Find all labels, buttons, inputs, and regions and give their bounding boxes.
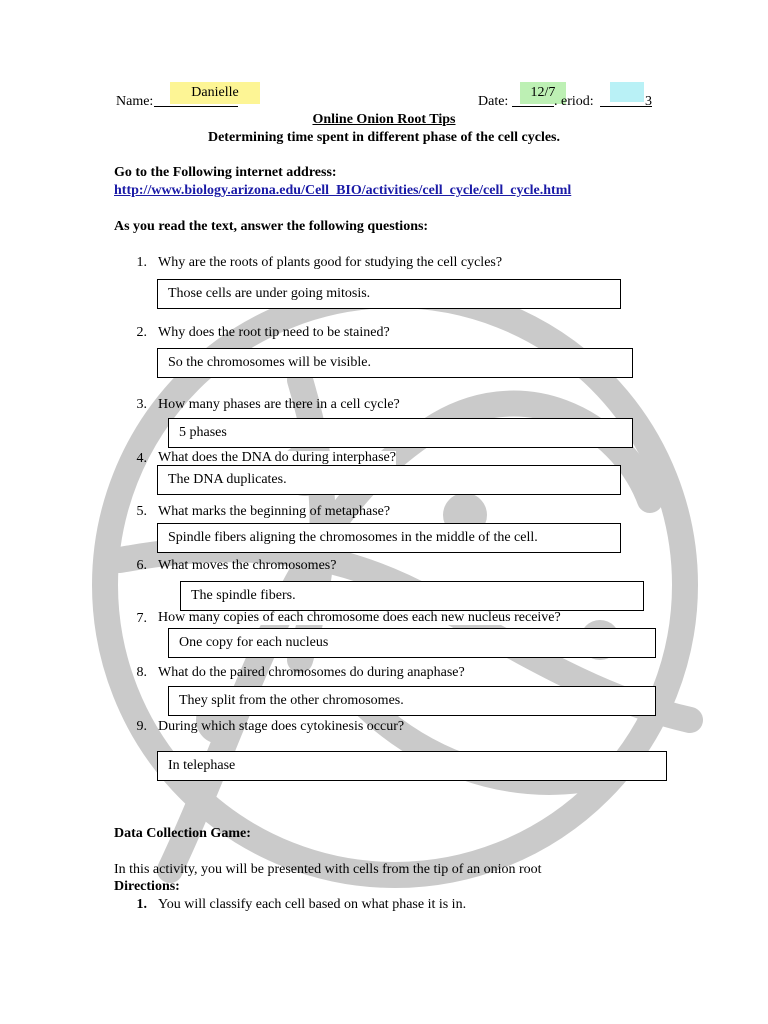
page-subtitle: Determining time spent in different phase of the cell cycles. bbox=[207, 130, 560, 145]
question-text: How many copies of each chromosome does each new nucleus receive? bbox=[158, 610, 561, 625]
answer-box[interactable]: Spindle fibers aligning the chromosomes in the middle of the cell. bbox=[157, 523, 621, 553]
period-highlight bbox=[610, 82, 644, 102]
question-text: What do the paired chromosomes do during anaphase? bbox=[158, 665, 465, 680]
goto-label: Go to the Following internet address: bbox=[114, 165, 337, 180]
question-text: What moves the chromosomes? bbox=[158, 558, 337, 573]
question-number: 4. bbox=[136, 451, 147, 466]
instructions: As you read the text, answer the following questions: bbox=[114, 219, 429, 234]
answer-box[interactable]: The spindle fibers. bbox=[180, 581, 644, 611]
question-number: 8. bbox=[136, 665, 147, 680]
question-text: What marks the beginning of metaphase? bbox=[158, 504, 391, 519]
question-number: 7. bbox=[136, 611, 147, 626]
question-text: Why does the root tip need to be stained? bbox=[158, 325, 390, 340]
period-label: . eriod: bbox=[554, 94, 594, 109]
name-underline bbox=[154, 106, 238, 107]
name-value: Danielle bbox=[191, 85, 239, 100]
question-number: 2. bbox=[136, 325, 147, 340]
question-number: 6. bbox=[136, 558, 147, 573]
answer-box[interactable]: 5 phases bbox=[168, 418, 633, 448]
answer-box[interactable]: One copy for each nucleus bbox=[168, 628, 656, 658]
date-label: Date: bbox=[478, 94, 509, 109]
question-number: 9. bbox=[136, 719, 147, 734]
answer-box[interactable]: So the chromosomes will be visible. bbox=[157, 348, 633, 378]
question-number: 1. bbox=[136, 255, 147, 270]
name-label: Name: bbox=[116, 94, 154, 109]
data-collection-heading: Data Collection Game: bbox=[114, 826, 251, 841]
url-link[interactable]: http://www.biology.arizona.edu/Cell_BIO/activities/cell_cycle/cell_cycle.html bbox=[114, 183, 572, 198]
question-text: Why are the roots of plants good for studying the cell cycles? bbox=[158, 255, 503, 270]
question-number: 5. bbox=[136, 504, 147, 519]
answer-box[interactable]: The DNA duplicates. bbox=[157, 465, 621, 495]
page-title: Online Onion Root Tips bbox=[312, 112, 456, 127]
direction-step-number: 1. bbox=[136, 897, 147, 912]
name-highlight bbox=[170, 82, 260, 104]
data-collection-intro: In this activity, you will be presented with cells from the tip of an onion root bbox=[114, 862, 542, 877]
question-text: How many phases are there in a cell cycle? bbox=[158, 397, 400, 412]
question-text: What does the DNA do during interphase? bbox=[158, 450, 396, 465]
directions-label: Directions: bbox=[114, 879, 180, 894]
date-value: 12/7 bbox=[530, 85, 556, 100]
answer-box[interactable]: Those cells are under going mitosis. bbox=[157, 279, 621, 309]
direction-step-text: You will classify each cell based on what phase it is in. bbox=[158, 897, 467, 912]
answer-box[interactable]: They split from the other chromosomes. bbox=[168, 686, 656, 716]
date-underline bbox=[512, 106, 554, 107]
period-tail: 3 bbox=[645, 94, 652, 109]
answer-box[interactable]: In telephase bbox=[157, 751, 667, 781]
question-number: 3. bbox=[136, 397, 147, 412]
question-text: During which stage does cytokinesis occur? bbox=[158, 719, 405, 734]
